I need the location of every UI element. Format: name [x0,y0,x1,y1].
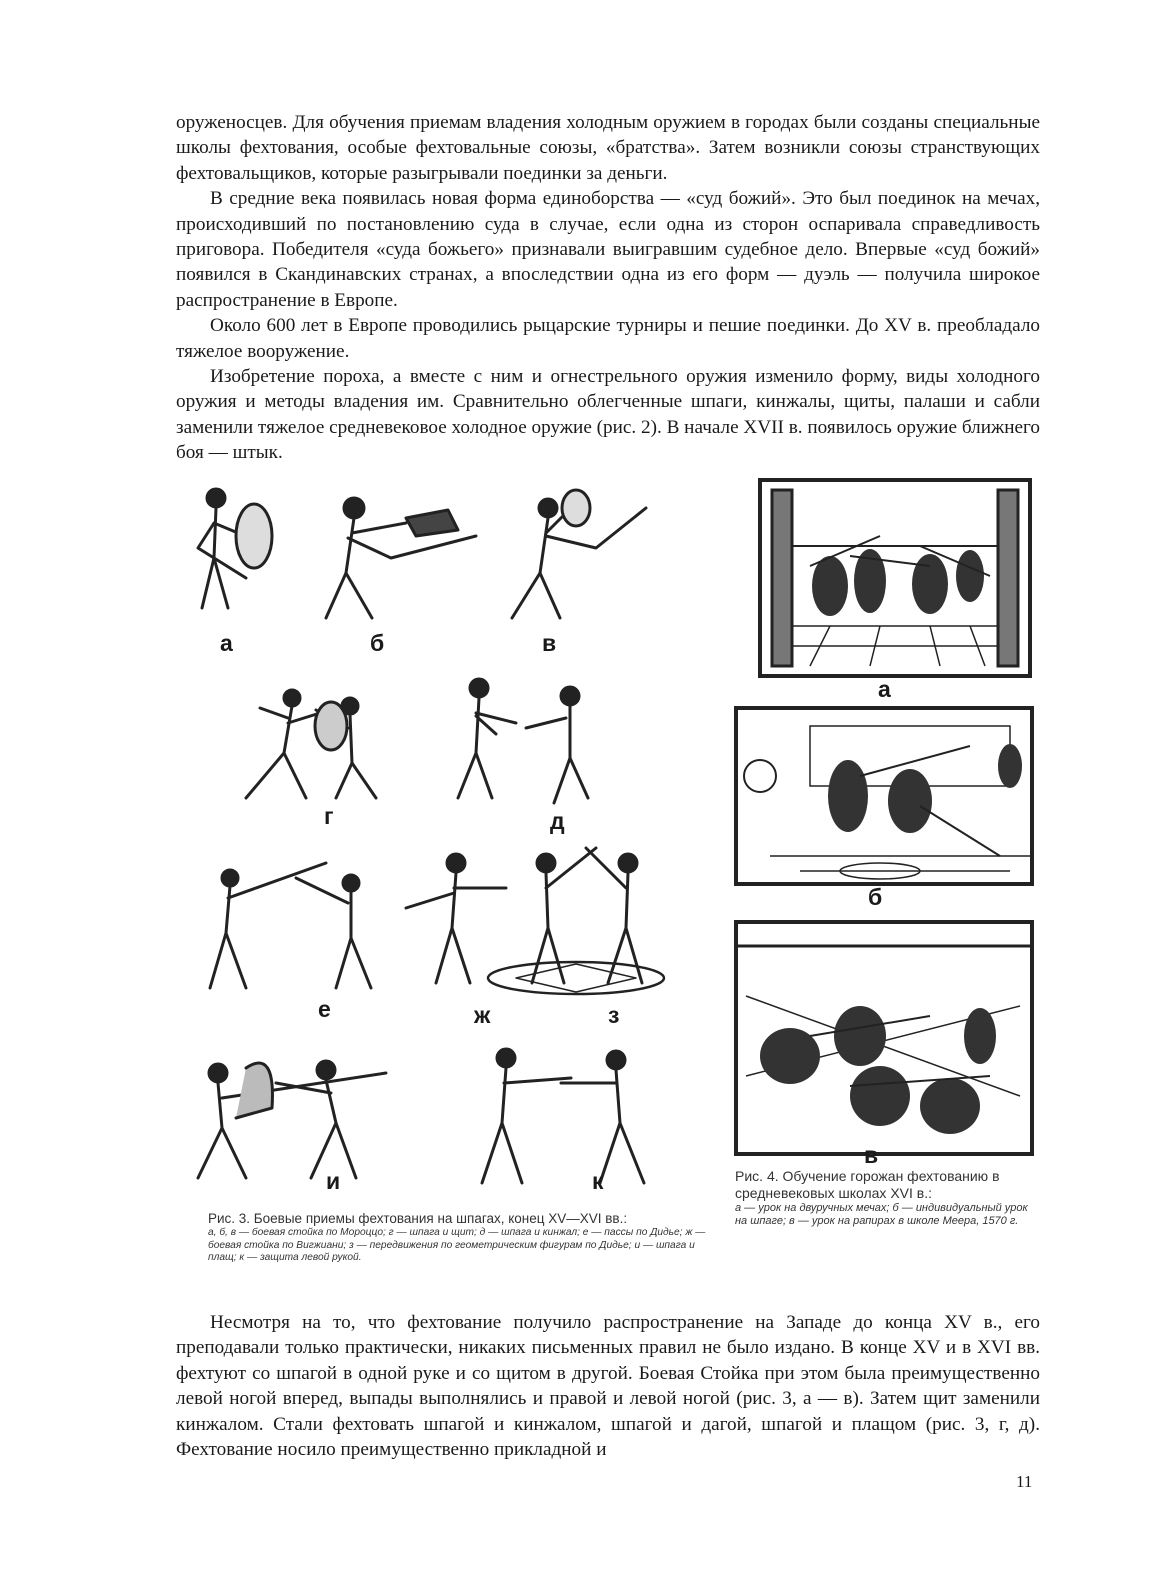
body-text-top [176,110,1040,466]
figure-label-b: б [370,630,385,656]
figure-3-caption-title: Рис. 3. Боевые приемы фехтования на шпагах, конец XV—XVI вв.: [208,1211,628,1226]
page-number: 11 [1016,1472,1033,1491]
figure-4-caption-title: Рис. 4. Обучение горожан фехтованию в средневековых школах XVI в.: [735,1168,1000,1201]
figure-label-i: и [326,1168,341,1194]
figure-label-d: д [550,808,565,834]
figure-4-label-v: в [864,1142,879,1168]
figure-label-k: к [592,1168,604,1194]
figure-4-caption [735,1168,1035,1228]
figure-label-e: е [318,996,331,1022]
figure-3-caption-body: а, б, в — боевая стойка по Мороццо; г — шпага и щит; д — шпага и кинжал; е — пассы по Дидье; ж — боевая стойка по Вигжиани; з — передвижения по геометрическим фигурам по Дидье; и — шпага и плащ; к — защита левой рукой. [208,1227,706,1263]
figure-4-label-b: б [868,884,883,910]
figure-3-illustration [176,478,721,1198]
figure-label-z: з [608,1002,620,1028]
figure-3-caption [208,1210,714,1265]
paragraph: Изобретение пороха, а вместе с ним и огнестрельного оружия изменило форму, виды холодного оружия и методы владения им. Сравнительно облегченные шпаги, кинжалы, щиты, палаши и сабли заменили тяжелое средневековое холодное оружие (рис. 2). В начале XVII в. появилось оружие ближнего боя — штык. [176,366,1040,464]
figure-4-illustration [730,476,1035,1166]
figure-label-g: г [324,803,334,829]
fencing-figures-drawing [176,478,721,1198]
figure-label-a: а [220,630,233,656]
figure-4-label-a: а [878,676,891,702]
figure-label-zh: ж [474,1002,491,1028]
fencing-school-engravings [730,476,1035,1166]
paragraph: Около 600 лет в Европе проводились рыцарские турниры и пешие поединки. До XV в. преобладало тяжелое вооружение. [176,315,1040,362]
figure-label-v: в [542,630,557,656]
paragraph: В средние века появилась новая форма единоборства — «суд божий». Это был поединок на мечах, происходивший по постановлению суда в случае, если одна из сторон оспаривала справедливость приговора. Победителя «суда божьего» признавали выигравшим судебное дело. Впервые «суд божий» появился в Скандинавских странах, а впоследствии одна из его форм — дуэль — получила широкое распространение в Европе. [176,188,1040,311]
body-text-bottom [176,1310,1040,1462]
figure-4-caption-body: а — урок на двуручных мечах; б — индивидуальный урок на шпаге; в — урок на рапирах в школе Меера, 1570 г. [735,1202,1028,1227]
paragraph: оруженосцев. Для обучения приемам владения холодным оружием в городах были созданы специальные школы фехтования, особые фехтовальные союзы, «братства». Затем возникли союзы странствующих фехтовальщиков, которые разыгрывали поединки за деньги. [176,112,1040,184]
paragraph: Несмотря на то, что фехтование получило распространение на Западе до конца XV в., его преподавали только практически, никаких письменных правил не было издано. В конце XV и в XVI вв. фехтуют со шпагой в одной руке и со щитом в другой. Боевая Стойка при этом была преимущественно левой ногой вперед, выпады выполнялись и правой и левой ногой (рис. 3, а — в). Затем щит заменили кинжалом. Стали фехтовать шпагой и кинжалом, шпагой и дагой, шпагой и плащом (рис. 3, г, д). Фехтование носило преимущественно прикладной и [176,1312,1040,1461]
